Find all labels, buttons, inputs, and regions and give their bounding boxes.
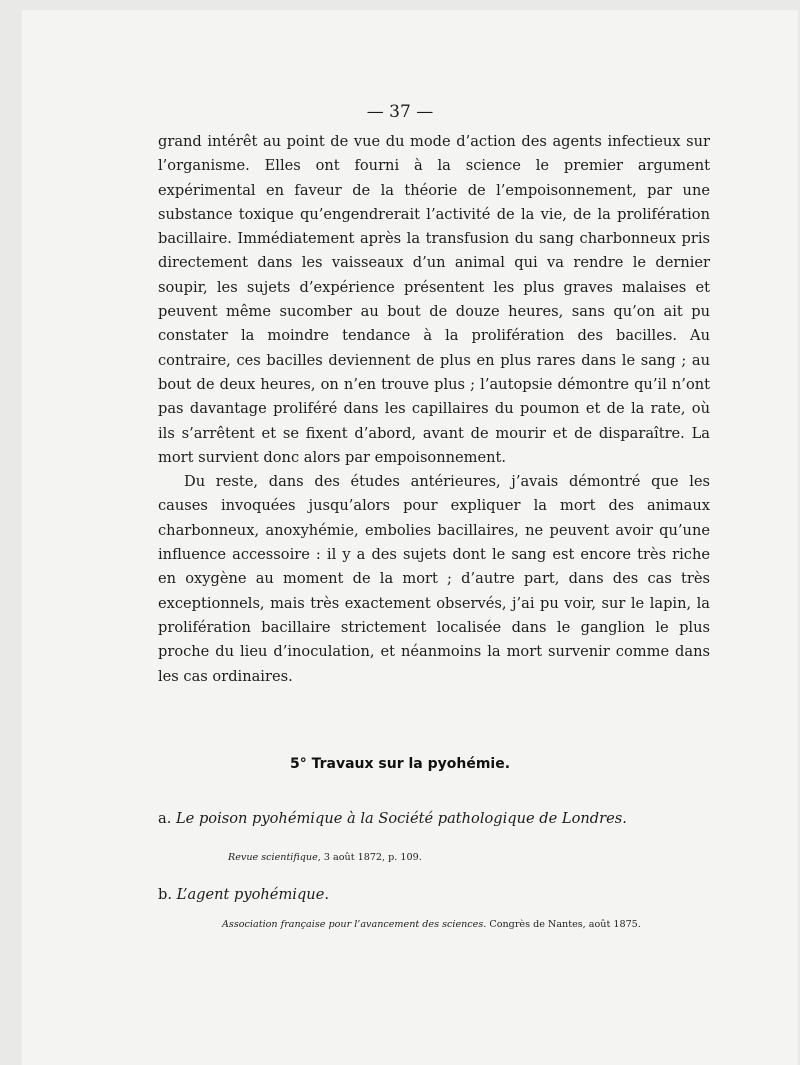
list-item-a (158, 810, 627, 827)
list-item-b (158, 886, 329, 903)
reference-a (228, 852, 422, 863)
item-marker: a. (158, 810, 172, 827)
paragraph-2: Du reste, dans des études antérieures, j’avais démontré que les causes invoquées jusqu’alors pour expliquer la mort des animaux charbonneux, anoxyhémie, embolies bacillaires, ne peuvent avoir qu’une influence accessoire : il y a des sujets dont le sang est encore très riche en oxygène au moment de la mort ; d’autre part, dans des cas très exceptionnels, mais très exactement observés, j’ai pu voir, sur le lapin, la prolifération bacillaire strictement localisée dans le ganglion le plus proche du lieu d’inoculation, et néanmoins la mort survenir comme dans les cas ordinaires. (158, 473, 710, 685)
reference-source: Revue scientifique, (228, 852, 321, 863)
body-text (158, 130, 710, 689)
reference-detail: Congrès de Nantes, août 1875. (489, 919, 641, 930)
paragraph-1: grand intérêt au point de vue du mode d’action des agents infectieux sur l’organisme. Elles ont fourni à la science le premier argument expérimental en faveur de la théorie de l’empoisonnement, par une substance toxique qu’engendrerait l’activité de la vie, de la prolifération bacillaire. Immédiatement après la transfusion du sang charbonneux pris directement dans les vaisseaux d’un animal qui va rendre le dernier soupir, les sujets d’expérience présentent les plus graves malaises et peuvent même sucomber au bout de douze heures, sans qu’on ait pu constater la moindre tendance à la prolifération des bacilles. Au contraire, ces bacilles deviennent de plus en plus rares dans le sang ; au bout de deux heures, on n’en trouve plus ; l’autopsie démontre qu’il n’ont pas davantage proliféré dans les capillaires du poumon et de la rate, où ils s’arrêtent et se fixent d’abord, avant de mourir et de disparaître. La mort survient donc alors par empoisonnement. (158, 133, 710, 466)
item-marker: b. (158, 886, 172, 903)
reference-b (222, 919, 641, 930)
section-heading: 5° Travaux sur la pyohémie. (289, 756, 511, 772)
reference-source: Association française pour l’avancement des sciences. (222, 919, 487, 930)
reference-detail: 3 août 1872, p. 109. (323, 852, 422, 863)
item-title: L’agent pyohémique. (176, 886, 329, 903)
page-number: — 37 — (366, 102, 434, 122)
item-title: Le poison pyohémique à la Société pathologique de Londres. (175, 810, 627, 827)
